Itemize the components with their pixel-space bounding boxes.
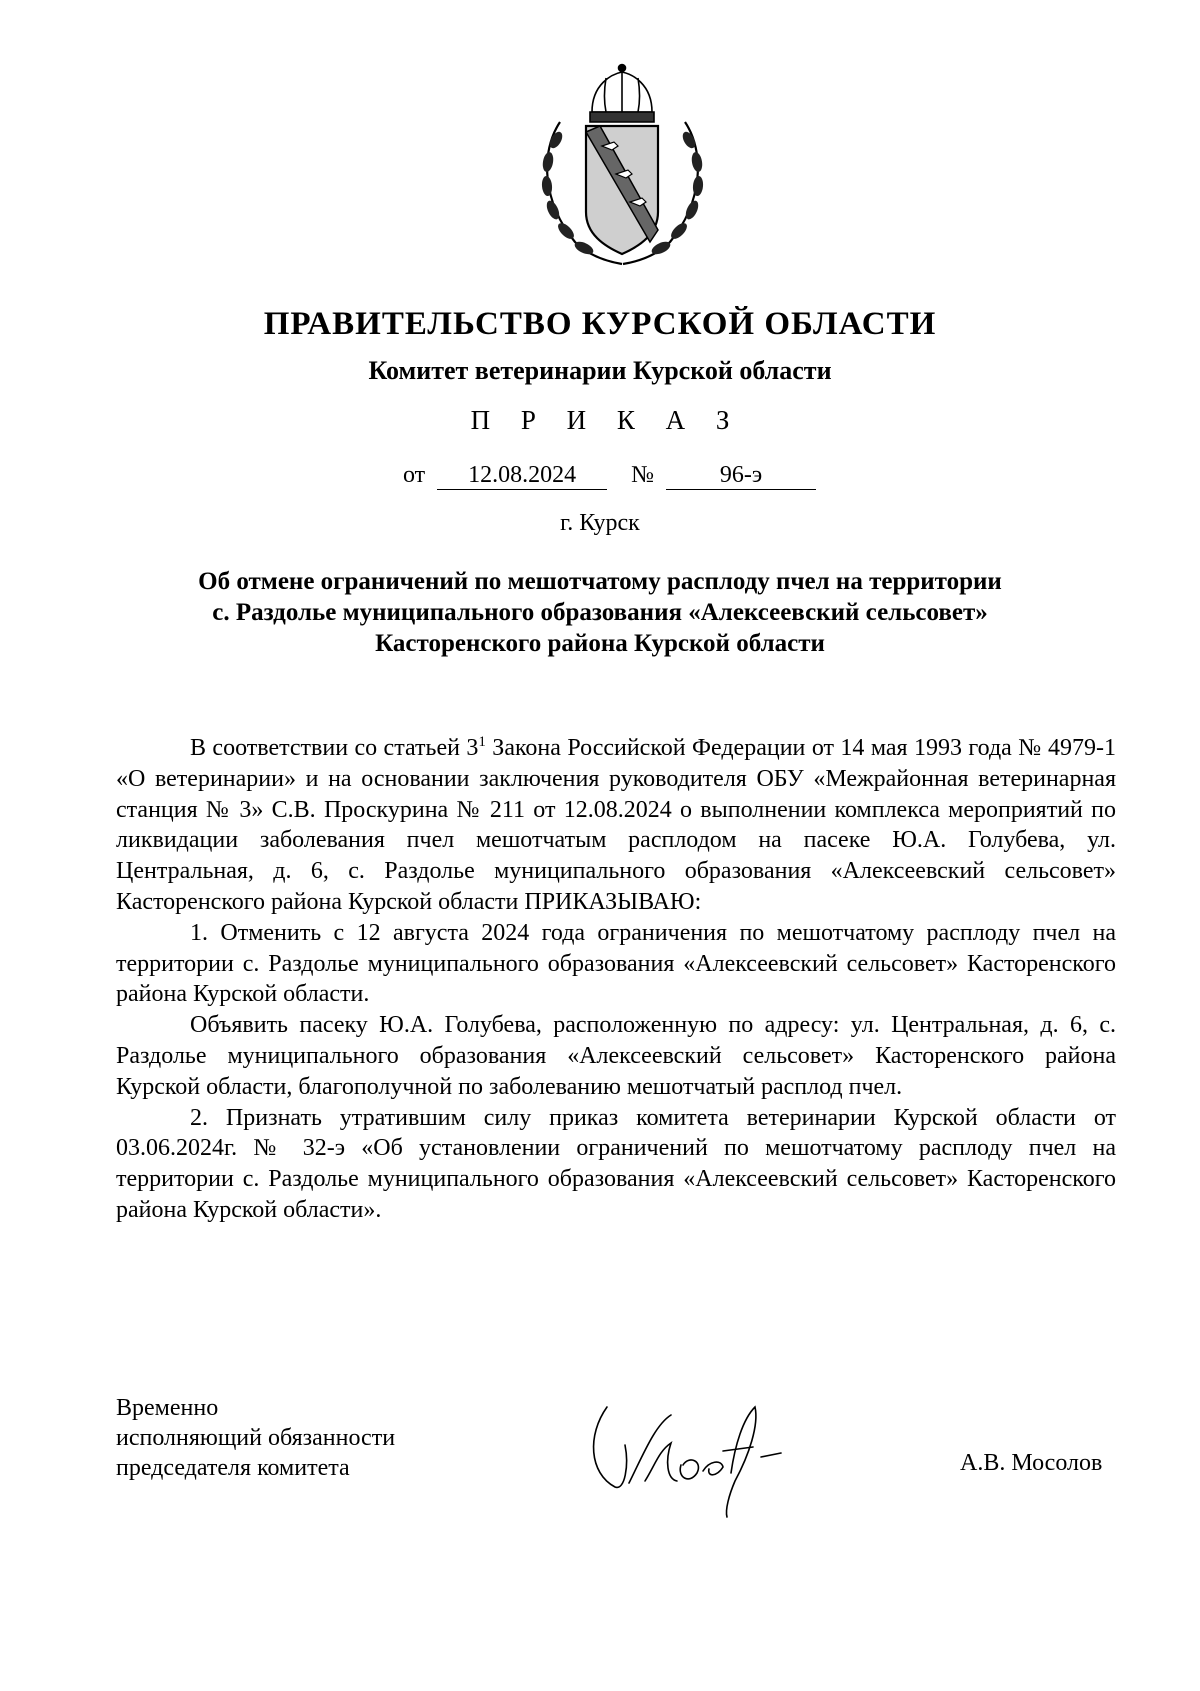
- order-number: 96-э: [666, 461, 816, 490]
- position-line: Временно: [116, 1395, 219, 1421]
- position-line: исполняющий обязанности: [116, 1425, 396, 1451]
- document-type: П Р И К А З: [470, 405, 742, 435]
- preamble-text-continued: Закона Российской Федерации от 14 мая 1993 года № 4979-1 «О ветеринарии» и на основании заключения руководителя ОБУ «Межрайонная ветеринарная станция № 3» С.В. Проскурина № 211 от 12.08.2024 о выполнении комплекса мероприятий по ликвидации заболевания пчел мешотчатым расплодом на пасеке Ю.А. Голубева, ул. Центральная, д. 6, с. Раздолье муниципального образования «Алексеевский сельсовет» Касторенского района Курской области ПРИКАЗЫВАЮ:: [116, 735, 1116, 915]
- article-superscript: 1: [478, 734, 486, 750]
- order-item-1-continued: Объявить пасеку Ю.А. Голубева, расположенную по адресу: ул. Центральная, д. 6, с. Раздолье муниципального образования «Алексеевский сельсовет» Касторенского района Курской области, благополучной по заболеванию мешотчатый расплод пчел.: [116, 1012, 1116, 1100]
- order-date: 12.08.2024: [437, 461, 607, 490]
- position-line: председателя комитета: [116, 1455, 350, 1481]
- order-body: [116, 733, 1116, 1226]
- preamble-text: В соответствии со статьей 3: [190, 735, 479, 761]
- order-item-1: 1. Отменить с 12 августа 2024 года ограничения по мешотчатому расплоду пчел на территории с. Раздолье муниципального образования «Алексеевский сельсовет» Касторенского района Курской области.: [116, 919, 1116, 1008]
- government-title: ПРАВИТЕЛЬСТВО КУРСКОЙ ОБЛАСТИ: [263, 306, 937, 342]
- handwritten-signature-icon: [585, 1395, 825, 1520]
- order-subject: [0, 566, 1200, 659]
- subject-line: Об отмене ограничений по мешотчатому расплоду пчел на территории: [198, 568, 1002, 595]
- subject-line: Касторенского района Курской области: [375, 630, 825, 657]
- order-item-2: 2. Признать утратившим силу приказ комитета ветеринарии Курской области от 03.06.2024г. № 32-э «Об установлении ограничений по мешотчатому расплоду пчел на территории с. Раздолье муниципального образования «Алексеевский сельсовет» Касторенского района Курской области».: [116, 1104, 1116, 1223]
- signatory-position: [116, 1393, 395, 1483]
- preamble-paragraph: [116, 733, 1116, 918]
- committee-name: Комитет ветеринарии Курской области: [368, 356, 832, 385]
- subject-line: с. Раздолье муниципального образования «Алексеевский сельсовет»: [212, 599, 988, 626]
- date-number-line: [403, 461, 816, 490]
- city-name: г. Курск: [560, 510, 640, 536]
- date-prefix: от: [403, 462, 426, 488]
- number-prefix: №: [631, 462, 655, 488]
- signatory-name: А.В. Мосолов: [960, 1450, 1103, 1476]
- coat-of-arms-icon: [520, 62, 725, 267]
